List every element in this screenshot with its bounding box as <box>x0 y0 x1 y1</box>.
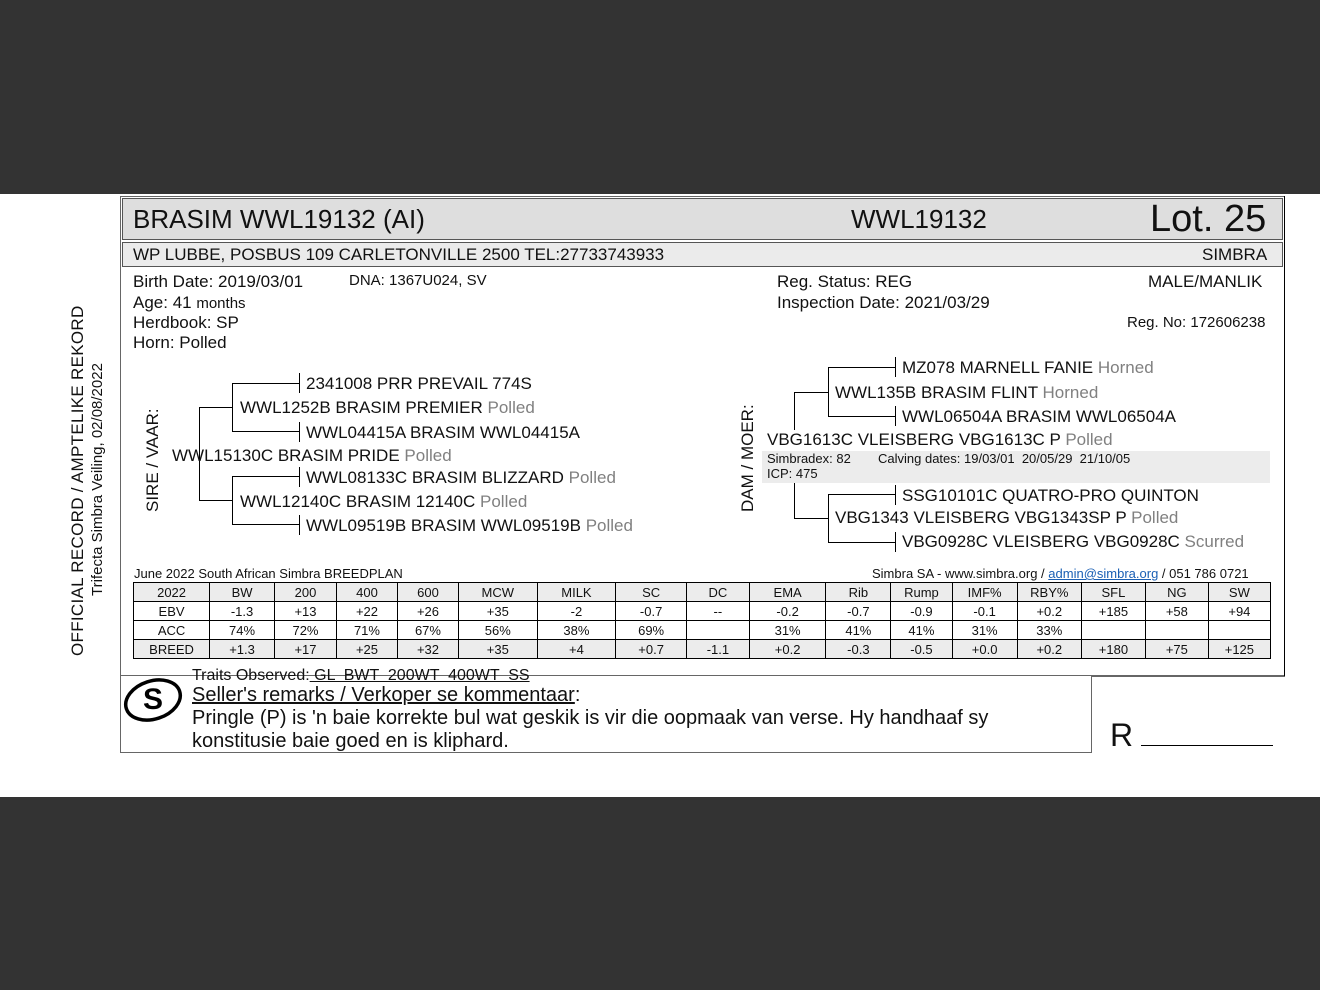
sdd-entry: WWL09519B BRASIM WWL09519B Polled <box>306 516 633 535</box>
table-cell: DC <box>686 583 749 602</box>
age <box>133 293 246 313</box>
ss-entry: WWL1252B BRASIM PREMIER Polled <box>240 398 535 417</box>
breed-label: SIMBRA <box>1202 245 1268 264</box>
reg-number: Reg. No: 172606238 <box>1127 314 1266 331</box>
price-box-top <box>1091 676 1285 678</box>
table-cell: 41% <box>891 621 952 640</box>
sss-tick <box>299 373 300 393</box>
sire-label: SIRE / VAAR: <box>143 408 162 512</box>
price-label: R <box>1110 717 1134 753</box>
simbra-logo <box>122 676 184 724</box>
remarks-title: Seller's remarks / Verkoper se kommentaar: <box>192 684 581 706</box>
ds-bracket-top <box>828 367 896 368</box>
table-cell: SW <box>1208 583 1270 602</box>
bottom-dark-band <box>0 797 1320 990</box>
dam-label: DAM / MOER: <box>738 404 757 512</box>
ddd-tick <box>895 532 896 552</box>
dds-tick <box>895 485 896 505</box>
ds-link <box>794 392 828 393</box>
animal-id: WWL19132 <box>851 204 987 234</box>
table-cell <box>1081 621 1145 640</box>
table-cell: +180 <box>1081 640 1145 659</box>
table-cell: +26 <box>397 602 458 621</box>
dam-bracket-upper <box>794 392 795 430</box>
dss-entry: MZ078 MARNELL FANIE Horned <box>902 358 1154 377</box>
table-cell: -0.7 <box>616 602 687 621</box>
table-cell: BREED <box>134 640 210 659</box>
table-cell: EBV <box>134 602 210 621</box>
horn-status: Horn: Polled <box>133 333 227 352</box>
top-dark-band <box>0 0 1320 194</box>
table-cell: Rump <box>891 583 952 602</box>
icp: ICP: 475 <box>767 466 818 481</box>
table-cell: +13 <box>275 602 337 621</box>
table-cell: +35 <box>458 602 537 621</box>
table-cell: 31% <box>749 621 826 640</box>
table-cell: 69% <box>616 621 687 640</box>
dds-entry: SSG10101C QUATRO-PRO QUINTON <box>902 486 1199 505</box>
table-row <box>134 602 1271 621</box>
table-row <box>134 640 1271 659</box>
table-cell: -0.2 <box>749 602 826 621</box>
breedplan-table <box>133 582 1271 659</box>
table-cell: Rib <box>826 583 891 602</box>
table-header-row <box>134 583 1271 602</box>
table-cell: +0.2 <box>1017 640 1081 659</box>
dd-bracket <box>828 494 829 542</box>
table-cell: NG <box>1145 583 1208 602</box>
table-cell <box>686 621 749 640</box>
calving-dates: Calving dates: 19/03/01 20/05/29 21/10/05 <box>878 451 1131 466</box>
table-cell: SFL <box>1081 583 1145 602</box>
dna: DNA: 1367U024, SV <box>349 272 487 289</box>
table-cell: -1.1 <box>686 640 749 659</box>
traits-value: GL BWT 200WT 400WT SS <box>309 667 530 684</box>
table-cell: 41% <box>826 621 891 640</box>
table-cell: IMF% <box>952 583 1017 602</box>
sd-bracket-bottom <box>232 524 300 525</box>
sire-bracket-bottom <box>199 500 232 501</box>
sale-label: Trifecta Simbra Veiling, 02/08/2022 <box>89 363 106 596</box>
table-cell: +17 <box>275 640 337 659</box>
table-row <box>134 621 1271 640</box>
table-cell: +0.0 <box>952 640 1017 659</box>
sdd-tick <box>299 515 300 535</box>
traits-label: Traits Observed: <box>192 667 310 684</box>
sd-bracket <box>232 476 233 524</box>
contact-site: Simbra SA - www.simbra.org / <box>872 566 1049 581</box>
simbra-logo-letter: S <box>142 683 164 716</box>
table-cell: +0.2 <box>1017 602 1081 621</box>
table-cell: +0.2 <box>749 640 826 659</box>
table-cell: +4 <box>537 640 616 659</box>
ssd-tick <box>299 422 300 442</box>
table-cell: +75 <box>1145 640 1208 659</box>
price-blank-line <box>1141 745 1273 746</box>
table-cell: MILK <box>537 583 616 602</box>
sire-entry: WWL15130C BRASIM PRIDE Polled <box>172 446 452 465</box>
table-cell: 31% <box>952 621 1017 640</box>
table-cell: +1.3 <box>210 640 275 659</box>
table-cell: 200 <box>275 583 337 602</box>
table-cell: +94 <box>1208 602 1270 621</box>
remarks-line-2: konstitusie baie goed en is kliphard. <box>192 730 509 752</box>
table-cell: 2022 <box>134 583 210 602</box>
table-cell: RBY% <box>1017 583 1081 602</box>
ss-bracket <box>232 383 233 431</box>
table-cell: +58 <box>1145 602 1208 621</box>
simbra-logo-icon <box>122 676 184 724</box>
dam-bracket-lower <box>794 482 795 518</box>
table-cell: -0.7 <box>826 602 891 621</box>
contact-email-link[interactable]: admin@simbra.org <box>1048 566 1159 581</box>
sds-tick <box>299 467 300 487</box>
dsd-tick <box>895 406 896 426</box>
animal-name: BRASIM WWL19132 (AI) <box>133 204 425 234</box>
table-cell: SC <box>616 583 687 602</box>
table-cell: 600 <box>397 583 458 602</box>
dd-bracket-bottom <box>828 542 896 543</box>
ds-entry: WWL135B BRASIM FLINT Horned <box>835 383 1099 402</box>
dsd-entry: WWL06504A BRASIM WWL06504A <box>902 407 1177 426</box>
table-cell: -0.9 <box>891 602 952 621</box>
dd-link <box>794 518 828 519</box>
breedplan-contact <box>872 566 1249 581</box>
table-cell: +32 <box>397 640 458 659</box>
table-cell: +125 <box>1208 640 1270 659</box>
table-cell: +25 <box>336 640 397 659</box>
table-cell: EMA <box>749 583 826 602</box>
card-right-edge <box>1284 196 1285 676</box>
table-cell <box>1145 621 1208 640</box>
lot-number: Lot. 25 <box>1150 198 1267 240</box>
simbradex: Simbradex: 82 <box>767 451 851 466</box>
table-cell: -2 <box>537 602 616 621</box>
table-cell: -0.3 <box>826 640 891 659</box>
table-cell: BW <box>210 583 275 602</box>
traits-observed <box>192 667 530 685</box>
table-cell: +35 <box>458 640 537 659</box>
remarks-line-1: Pringle (P) is 'n baie korrekte bul wat geskik is vir die oopmaak van verse. Hy handhaaf sy <box>192 707 989 729</box>
table-cell: ACC <box>134 621 210 640</box>
contact-phone: / 051 786 0721 <box>1158 566 1249 581</box>
table-cell: 67% <box>397 621 458 640</box>
table-cell: +185 <box>1081 602 1145 621</box>
dam-entry: VBG1613C VLEISBERG VBG1613C P Polled <box>767 430 1113 449</box>
table-cell: 74% <box>210 621 275 640</box>
table-cell: 33% <box>1017 621 1081 640</box>
ds-bracket <box>828 367 829 416</box>
birth-date: Birth Date: 2019/03/01 <box>133 272 304 291</box>
table-cell: +0.7 <box>616 640 687 659</box>
ds-bracket-bottom <box>828 416 896 417</box>
table-cell: 400 <box>336 583 397 602</box>
owner-line: WP LUBBE, POSBUS 109 CARLETONVILLE 2500 TEL:27733743933 <box>133 245 665 264</box>
sss-entry: 2341008 PRR PREVAIL 774S <box>306 374 532 393</box>
table-cell: +22 <box>336 602 397 621</box>
table-cell: 56% <box>458 621 537 640</box>
sex: MALE/MANLIK <box>1148 272 1263 291</box>
ssd-entry: WWL04415A BRASIM WWL04415A <box>306 423 581 442</box>
table-cell: -- <box>686 602 749 621</box>
inspection-date: Inspection Date: 2021/03/29 <box>777 293 990 312</box>
table-cell: -0.1 <box>952 602 1017 621</box>
sire-bracket-top <box>199 407 232 408</box>
table-cell: -1.3 <box>210 602 275 621</box>
breedplan-title: June 2022 South African Simbra BREEDPLAN <box>134 566 403 581</box>
sds-entry: WWL08133C BRASIM BLIZZARD Polled <box>306 468 616 487</box>
table-cell: -0.5 <box>891 640 952 659</box>
table-cell: MCW <box>458 583 537 602</box>
table-cell <box>1208 621 1270 640</box>
reg-status: Reg. Status: REG <box>777 272 913 291</box>
ss-bracket-bottom <box>232 431 300 432</box>
official-record-label: OFFICIAL RECORD / AMPTELIKE REKORD <box>68 305 87 656</box>
ddd-entry: VBG0928C VLEISBERG VBG0928C Scurred <box>902 532 1245 551</box>
table-cell: 38% <box>537 621 616 640</box>
table-cell: 72% <box>275 621 337 640</box>
dd-bracket-top <box>828 494 896 495</box>
dss-tick <box>895 357 896 377</box>
table-cell: 71% <box>336 621 397 640</box>
herdbook: Herdbook: SP <box>133 313 239 332</box>
age-unit: months <box>196 295 246 312</box>
ss-bracket-top <box>232 383 300 384</box>
sd-bracket-top <box>232 476 300 477</box>
age-value: Age: 41 <box>133 293 192 312</box>
sd-entry: WWL12140C BRASIM 12140C Polled <box>240 492 528 511</box>
dd-entry: VBG1343 VLEISBERG VBG1343SP P Polled <box>835 508 1179 527</box>
